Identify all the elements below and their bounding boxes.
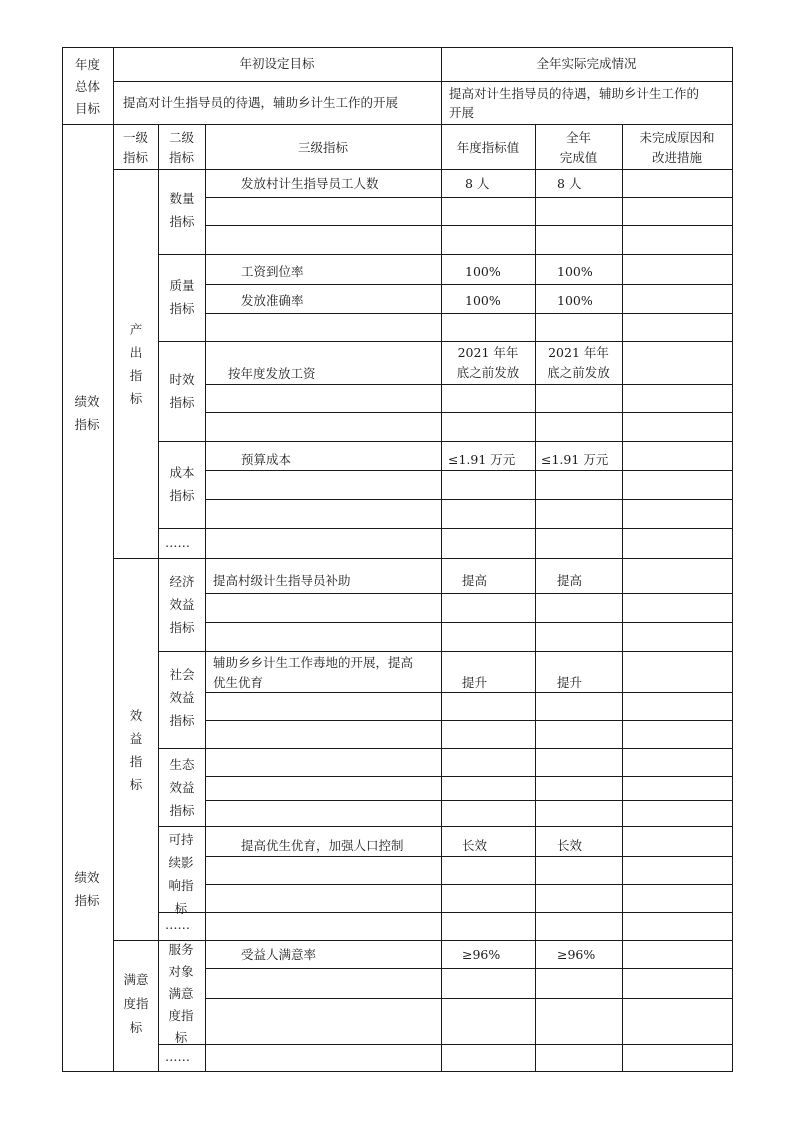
col-header-line: 二级 — [168, 130, 194, 145]
grid-line — [205, 313, 733, 314]
subgroup-service: 服务对象满意度指标 — [168, 942, 194, 1045]
indicator-target: ≤1.91 万元 — [448, 452, 516, 467]
indicator-actual: ≥96% — [557, 947, 596, 962]
indicator-actual — [535, 343, 622, 383]
grid-line — [113, 169, 733, 170]
grid-line — [205, 412, 733, 413]
indicator-target-line: 2021 年年 — [457, 345, 519, 360]
ellipsis-output: …… — [165, 535, 190, 550]
indicator-name: 预算成本 — [241, 452, 292, 467]
actual-completion-title: 全年实际完成情况 — [536, 56, 637, 71]
col-header-reason — [622, 128, 732, 168]
grid-line — [113, 81, 733, 82]
grid-line — [205, 470, 733, 471]
indicator-actual-line: 底之前发放 — [547, 365, 610, 380]
indicator-target — [441, 343, 535, 383]
table-border-right — [732, 47, 733, 1072]
indicator-actual: ≤1.91 万元 — [541, 452, 609, 467]
subgroup-social: 社会效益指标 — [169, 667, 195, 728]
indicator-target: 长效 — [462, 838, 488, 853]
grid-line — [158, 748, 733, 749]
col-header-line: 指标 — [168, 150, 194, 165]
grid-line — [113, 940, 733, 941]
grid-line — [205, 776, 733, 777]
subgroup-ecological: 生态效益指标 — [169, 757, 195, 818]
col-header-line: 未完成原因和 — [639, 130, 715, 145]
grid-line — [158, 341, 733, 342]
subgroup-timeliness: 时效指标 — [169, 372, 195, 410]
grid-line — [535, 124, 536, 1072]
overall-goal-label-line: 总体 — [74, 79, 100, 94]
col-header-line: 全年 — [565, 130, 591, 145]
side-label-performance-lower: 绩效指标 — [74, 870, 100, 908]
grid-line — [113, 558, 733, 559]
actual-completion-text-line: 开展 — [449, 105, 475, 120]
col-header-level2 — [158, 128, 205, 168]
grid-line — [205, 124, 206, 1072]
grid-line — [205, 800, 733, 801]
indicator-target: ≥96% — [462, 947, 501, 962]
initial-goal-title: 年初设定目标 — [239, 56, 315, 71]
indicator-name: 提高优生优育，加强人口控制 — [241, 838, 404, 853]
indicator-name: 受益人满意率 — [241, 947, 317, 962]
indicator-actual: 8 人 — [557, 176, 582, 191]
indicator-actual: 提高 — [557, 573, 583, 588]
ellipsis-benefit: …… — [165, 917, 190, 932]
overall-goal-label — [62, 54, 113, 120]
group-benefit: 效益指标 — [129, 708, 143, 792]
col-header-target: 年度指标值 — [456, 140, 520, 155]
indicator-target: 8 人 — [465, 176, 490, 191]
indicator-name — [213, 653, 413, 693]
ellipsis-satisfaction: …… — [165, 1049, 190, 1064]
indicator-actual: 提升 — [557, 675, 583, 690]
overall-goal-label-line: 目标 — [74, 101, 100, 116]
overall-goal-label-line: 年度 — [74, 57, 100, 72]
grid-line — [205, 593, 733, 594]
grid-line — [158, 528, 733, 529]
grid-line — [158, 254, 733, 255]
subgroup-quality: 质量指标 — [169, 278, 195, 316]
grid-line — [205, 225, 733, 226]
indicator-name: 发放准确率 — [241, 293, 304, 308]
indicator-target: 提升 — [462, 675, 488, 690]
grid-line — [441, 169, 442, 1072]
group-output: 产出指标 — [129, 322, 143, 406]
grid-line — [158, 826, 733, 827]
grid-line — [205, 284, 733, 285]
col-header-level3: 三级指标 — [297, 140, 348, 155]
col-header-level1 — [113, 128, 158, 168]
actual-completion-text-line: 提高对计生指导员的待遇，辅助乡计生工作的 — [449, 86, 700, 101]
grid-line — [205, 720, 733, 721]
group-satisfaction: 满意度指标 — [123, 972, 149, 1035]
indicator-actual: 100% — [557, 264, 593, 279]
indicator-target: 提高 — [462, 573, 488, 588]
indicator-actual-line: 2021 年年 — [548, 345, 609, 360]
grid-line — [158, 441, 733, 442]
col-header-line: 指标 — [122, 150, 148, 165]
col-header-actual — [535, 128, 622, 168]
side-label-performance: 绩效指标 — [74, 394, 100, 432]
indicator-name: 按年度发放工资 — [228, 366, 316, 381]
actual-completion-text — [449, 84, 699, 122]
indicator-actual: 100% — [557, 293, 593, 308]
grid-line — [113, 47, 114, 1072]
grid-line — [205, 197, 733, 198]
grid-line — [205, 622, 733, 623]
subgroup-economic: 经济效益指标 — [169, 574, 195, 635]
grid-line — [205, 998, 733, 999]
table-border-left — [62, 47, 63, 1072]
grid-line — [622, 124, 623, 1072]
indicator-target: 100% — [465, 293, 501, 308]
table-border-bottom — [62, 1071, 733, 1072]
grid-line — [205, 968, 733, 969]
col-header-line: 完成值 — [559, 150, 598, 165]
grid-line — [62, 124, 733, 125]
col-header-line: 改进措施 — [651, 150, 702, 165]
grid-line — [205, 884, 733, 885]
indicator-actual: 长效 — [557, 838, 583, 853]
indicator-name-line: 辅助乡乡计生工作毒地的开展，提高 — [213, 655, 414, 670]
grid-line — [205, 856, 733, 857]
grid-line — [158, 1044, 733, 1045]
grid-line — [158, 651, 733, 652]
subgroup-cost: 成本指标 — [169, 465, 195, 503]
indicator-name: 工资到位率 — [241, 264, 304, 279]
grid-line — [158, 124, 159, 1072]
indicator-target: 100% — [465, 264, 501, 279]
indicator-name: 发放村计生指导员工人数 — [241, 176, 379, 191]
grid-line — [158, 912, 733, 913]
grid-line — [205, 384, 733, 385]
col-header-line: 一级 — [122, 130, 148, 145]
indicator-name: 提高村级计生指导员补助 — [213, 573, 351, 588]
table-border-top — [62, 47, 733, 48]
indicator-target-line: 底之前发放 — [456, 365, 520, 380]
initial-goal-text: 提高对计生指导员的待遇，辅助乡计生工作的开展 — [123, 95, 399, 110]
grid-line — [205, 499, 733, 500]
subgroup-quantity: 数量指标 — [169, 191, 195, 229]
indicator-name-line: 优生优育 — [213, 675, 264, 690]
subgroup-sustainable: 可持续影响指标 — [168, 832, 194, 916]
